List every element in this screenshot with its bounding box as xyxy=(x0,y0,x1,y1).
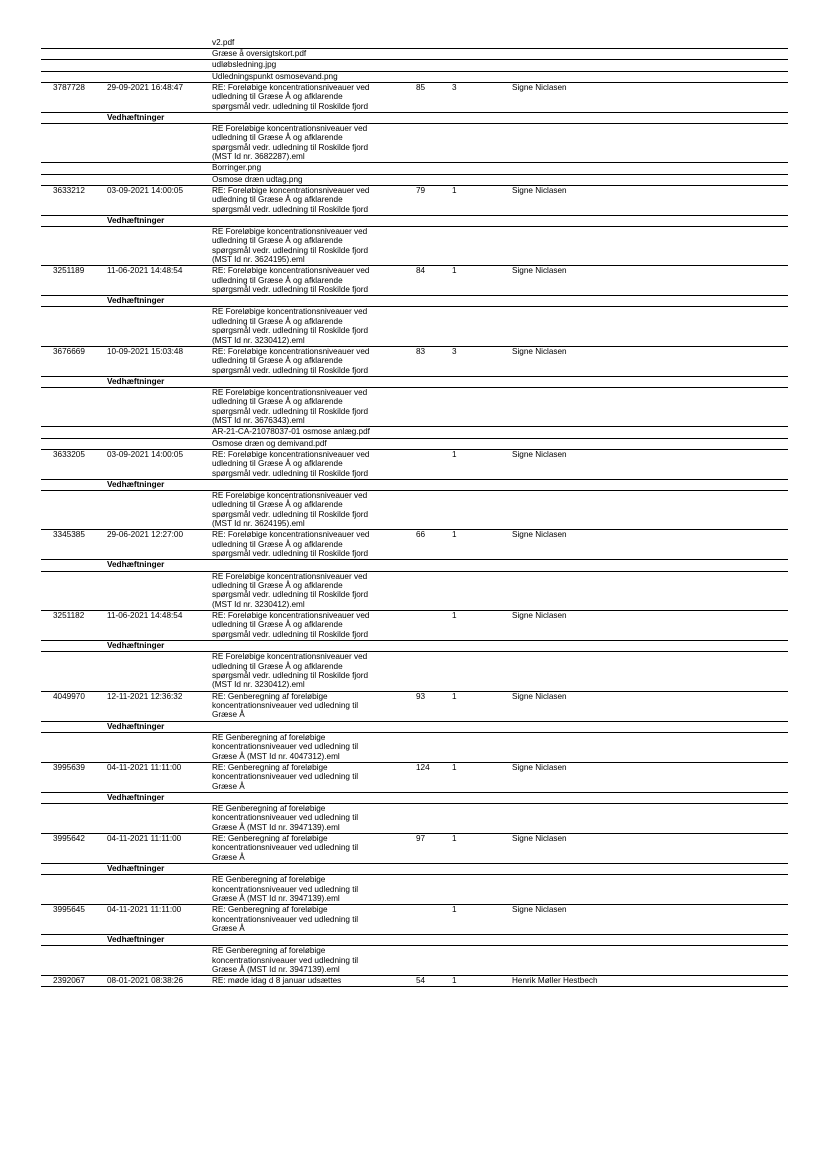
attachments-header-row xyxy=(41,377,788,388)
text-line: spørgsmål vedr. udledning til Roskilde fjord xyxy=(212,101,369,111)
attachment-filename xyxy=(212,946,358,974)
text-line: koncentrationsniveauer ved udledning til xyxy=(212,742,359,752)
message-date: 11-06-2021 14:48:54 xyxy=(107,266,183,276)
text-line: udledning til Græse Å og afklarende xyxy=(212,195,343,205)
message-subject xyxy=(212,905,358,933)
text-line: koncentrationsniveauer ved udledning til xyxy=(212,772,359,782)
text-line: Græse Å (MST Id nr. 3947139).eml xyxy=(212,893,340,903)
text-line: udledning til Græse Å og afklarende xyxy=(212,539,343,549)
attachment-filename xyxy=(212,307,368,345)
message-row xyxy=(41,530,788,560)
message-count: 1 xyxy=(452,266,457,276)
text-line: RE: Foreløbige koncentrationsniveauer ved xyxy=(212,530,370,540)
message-subject xyxy=(212,530,369,558)
message-row xyxy=(41,834,788,864)
text-line: udledning til Græse Å og afklarende xyxy=(212,356,343,366)
message-number: 124 xyxy=(416,762,430,772)
message-subject xyxy=(212,976,341,985)
text-line: RE Foreløbige koncentrationsniveauer ved xyxy=(212,491,368,500)
attachment-filename xyxy=(212,49,306,58)
message-sender: Signe Niclasen xyxy=(512,185,567,195)
message-count: 3 xyxy=(452,346,457,356)
message-id: 3676669 xyxy=(53,346,85,356)
text-line: udledning til Græse Å og afklarende xyxy=(212,620,343,630)
text-line: RE: Foreløbige koncentrationsniveauer ved xyxy=(212,610,370,620)
message-row xyxy=(41,450,788,480)
attachment-filename xyxy=(212,439,327,448)
message-row xyxy=(41,186,788,216)
text-line: udledning til Græse Å og afklarende xyxy=(212,316,343,326)
text-line: udledning til Græse Å og afklarende xyxy=(212,92,343,102)
text-line: koncentrationsniveauer ved udledning til xyxy=(212,884,359,894)
message-row xyxy=(41,976,788,987)
message-row xyxy=(41,763,788,793)
attachment-filename xyxy=(212,227,368,265)
attachments-label: Vedhæftninger xyxy=(107,296,165,306)
message-id: 3633205 xyxy=(53,449,85,459)
attachments-header-row xyxy=(41,793,788,804)
text-line: Udledningspunkt osmosevand.png xyxy=(212,71,338,81)
text-line: spørgsmål vedr. udledning til Roskilde fjord xyxy=(212,204,369,214)
message-id: 2392067 xyxy=(53,976,85,986)
message-row xyxy=(41,347,788,377)
message-id: 3995639 xyxy=(53,762,85,772)
text-line: RE Foreløbige koncentrationsniveauer ved xyxy=(212,307,368,317)
attachment-file-row xyxy=(41,652,788,691)
message-sender: Signe Niclasen xyxy=(512,762,567,772)
text-line: koncentrationsniveauer ved udledning til xyxy=(212,700,359,710)
attachment-file-row xyxy=(41,227,788,266)
text-line: Græse å oversigtskort.pdf xyxy=(212,49,307,59)
message-id: 3995645 xyxy=(53,905,85,915)
attachments-header-row xyxy=(41,641,788,652)
message-sender: Signe Niclasen xyxy=(512,691,567,701)
text-line: Græse Å xyxy=(212,852,245,862)
message-sender: Signe Niclasen xyxy=(512,905,567,915)
text-line: (MST Id nr. 3624195).eml xyxy=(212,519,305,529)
attachment-file-row xyxy=(41,946,788,976)
attachment-file-row xyxy=(41,72,788,83)
attachment-filename xyxy=(212,572,368,610)
text-line: udledning til Græse Å og afklarende xyxy=(212,236,343,246)
message-count: 1 xyxy=(452,833,457,843)
text-line: RE: Foreløbige koncentrationsniveauer ved xyxy=(212,449,370,459)
text-line: RE Foreløbige koncentrationsniveauer ved xyxy=(212,123,368,133)
text-line: RE Genberegning af foreløbige xyxy=(212,875,326,885)
attachment-file-row xyxy=(41,439,788,450)
text-line: udledning til Græse Å og afklarende xyxy=(212,661,343,671)
message-number: 66 xyxy=(416,530,426,540)
text-line: RE Genberegning af foreløbige xyxy=(212,946,326,956)
text-line: RE Foreløbige koncentrationsniveauer ved xyxy=(212,652,368,662)
attachment-file-row xyxy=(41,427,788,438)
message-subject xyxy=(212,450,369,478)
message-date: 04-11-2021 11:11:00 xyxy=(107,762,182,772)
attachment-filename xyxy=(212,38,234,47)
attachment-file-row xyxy=(41,49,788,60)
text-line: RE Foreløbige koncentrationsniveauer ved xyxy=(212,226,368,236)
text-line: spørgsmål vedr. udledning til Roskilde fjord xyxy=(212,509,369,519)
message-count: 1 xyxy=(452,185,457,195)
text-line: RE Foreløbige koncentrationsniveauer ved xyxy=(212,571,368,581)
text-line: RE: Genberegning af foreløbige xyxy=(212,691,328,701)
message-row xyxy=(41,266,788,296)
text-line: RE: Genberegning af foreløbige xyxy=(212,762,328,772)
message-subject xyxy=(212,266,369,294)
message-count: 1 xyxy=(452,762,457,772)
message-subject xyxy=(212,763,358,791)
attachment-filename xyxy=(212,733,358,761)
text-line: (MST Id nr. 3230412).eml xyxy=(212,680,305,690)
text-line: udledning til Græse Å og afklarende xyxy=(212,133,343,143)
attachment-file-row xyxy=(41,38,788,49)
attachment-file-row xyxy=(41,388,788,427)
text-line: Græse Å xyxy=(212,781,245,791)
text-line: spørgsmål vedr. udledning til Roskilde fjord xyxy=(212,365,369,375)
message-sender: Signe Niclasen xyxy=(512,449,567,459)
message-number: 85 xyxy=(416,82,426,92)
message-sender: Signe Niclasen xyxy=(512,530,567,540)
message-date: 04-11-2021 11:11:00 xyxy=(107,905,182,915)
text-line: spørgsmål vedr. udledning til Roskilde fjord xyxy=(212,670,369,680)
text-line: (MST Id nr. 3624195).eml xyxy=(212,255,305,265)
text-line: RE: Genberegning af foreløbige xyxy=(212,905,328,915)
text-line: RE Genberegning af foreløbige xyxy=(212,732,326,742)
text-line: spørgsmål vedr. udledning til Roskilde fjord xyxy=(212,326,369,336)
message-sender: Signe Niclasen xyxy=(512,82,567,92)
attachment-file-row xyxy=(41,163,788,174)
message-date: 10-09-2021 15:03:48 xyxy=(107,346,184,356)
attachment-filename xyxy=(212,491,368,529)
message-row xyxy=(41,905,788,935)
attachments-label: Vedhæftninger xyxy=(107,935,165,945)
text-line: Græse Å xyxy=(212,710,245,720)
message-subject xyxy=(212,186,369,214)
attachment-file-row xyxy=(41,175,788,186)
message-row xyxy=(41,692,788,722)
text-line: RE: Foreløbige koncentrationsniveauer ved xyxy=(212,346,370,356)
text-line: spørgsmål vedr. udledning til Roskilde fjord xyxy=(212,590,369,600)
message-id: 3995642 xyxy=(53,833,85,843)
message-subject xyxy=(212,834,358,862)
text-line: udledning til Græse Å og afklarende xyxy=(212,397,343,407)
attachment-filename xyxy=(212,60,276,69)
message-date: 03-09-2021 14:00:05 xyxy=(107,185,184,195)
document-table xyxy=(41,38,788,987)
attachments-header-row xyxy=(41,296,788,307)
message-number: 84 xyxy=(416,266,426,276)
message-number: 97 xyxy=(416,833,426,843)
message-subject xyxy=(212,347,369,375)
text-line: RE: Foreløbige koncentrationsniveauer ved xyxy=(212,185,370,195)
message-count: 1 xyxy=(452,610,457,620)
attachment-file-row xyxy=(41,491,788,530)
message-date: 08-01-2021 08:38:26 xyxy=(107,976,184,986)
attachments-label: Vedhæftninger xyxy=(107,863,165,873)
message-subject xyxy=(212,611,369,639)
text-line: Græse Å xyxy=(212,923,245,933)
text-line: RE Genberegning af foreløbige xyxy=(212,803,326,813)
message-id: 3787728 xyxy=(53,82,85,92)
text-line: spørgsmål vedr. udledning til Roskilde fjord xyxy=(212,468,369,478)
message-date: 04-11-2021 11:11:00 xyxy=(107,833,182,843)
attachment-filename xyxy=(212,124,368,162)
message-date: 11-06-2021 14:48:54 xyxy=(107,610,183,620)
message-row xyxy=(41,611,788,641)
message-row xyxy=(41,83,788,113)
text-line: (MST Id nr. 3682287).eml xyxy=(212,152,305,162)
attachment-file-row xyxy=(41,307,788,346)
text-line: (MST Id nr. 3230412).eml xyxy=(212,599,305,609)
text-line: RE: Genberegning af foreløbige xyxy=(212,833,328,843)
message-id: 3251182 xyxy=(53,610,85,620)
message-count: 3 xyxy=(452,82,457,92)
text-line: AR-21-CA-21078037-01 osmose anlæg.pdf xyxy=(212,427,370,437)
text-line: spørgsmål vedr. udledning til Roskilde fjord xyxy=(212,285,369,295)
message-subject xyxy=(212,83,369,111)
text-line: Osmose dræn udtag.png xyxy=(212,174,303,184)
text-line: spørgsmål vedr. udledning til Roskilde fjord xyxy=(212,245,369,255)
attachment-filename xyxy=(212,875,358,903)
message-id: 3345385 xyxy=(53,530,85,540)
attachment-filename xyxy=(212,427,370,436)
attachments-header-row xyxy=(41,216,788,227)
text-line: spørgsmål vedr. udledning til Roskilde fjord xyxy=(212,549,369,559)
attachments-label: Vedhæftninger xyxy=(107,376,165,386)
attachments-label: Vedhæftninger xyxy=(107,792,165,802)
attachment-filename xyxy=(212,163,261,172)
text-line: RE: Foreløbige koncentrationsniveauer ved xyxy=(212,266,370,276)
attachments-header-row xyxy=(41,113,788,124)
text-line: RE: møde idag d 8 januar udsættes xyxy=(212,976,342,986)
text-line: udløbsledning.jpg xyxy=(212,60,277,70)
attachments-label: Vedhæftninger xyxy=(107,640,165,650)
attachment-filename xyxy=(212,175,303,184)
text-line: v2.pdf xyxy=(212,38,235,47)
message-number: 93 xyxy=(416,691,426,701)
text-line: spørgsmål vedr. udledning til Roskilde fjord xyxy=(212,629,369,639)
attachments-header-row xyxy=(41,480,788,491)
text-line: koncentrationsniveauer ved udledning til xyxy=(212,955,359,965)
message-count: 1 xyxy=(452,691,457,701)
attachments-label: Vedhæftninger xyxy=(107,721,165,731)
message-count: 1 xyxy=(452,530,457,540)
attachments-header-row xyxy=(41,560,788,571)
message-sender: Signe Niclasen xyxy=(512,610,567,620)
text-line: (MST Id nr. 3230412).eml xyxy=(212,335,305,345)
message-count: 1 xyxy=(452,905,457,915)
text-line: Græse Å (MST Id nr. 3947139).eml xyxy=(212,822,340,832)
text-line: Græse Å (MST Id nr. 3947139).eml xyxy=(212,965,340,975)
message-count: 1 xyxy=(452,449,457,459)
message-id: 3251189 xyxy=(53,266,85,276)
attachments-label: Vedhæftninger xyxy=(107,479,165,489)
message-date: 29-06-2021 12:27:00 xyxy=(107,530,184,540)
text-line: Osmose dræn og demivand.pdf xyxy=(212,438,327,448)
attachments-header-row xyxy=(41,935,788,946)
message-subject xyxy=(212,692,358,720)
message-id: 3633212 xyxy=(53,185,85,195)
text-line: spørgsmål vedr. udledning til Roskilde fjord xyxy=(212,142,369,152)
message-date: 29-09-2021 16:48:47 xyxy=(107,82,184,92)
attachment-file-row xyxy=(41,124,788,163)
text-line: Græse Å (MST Id nr. 4047312).eml xyxy=(212,751,340,761)
attachments-label: Vedhæftninger xyxy=(107,560,165,570)
message-date: 12-11-2021 12:36:32 xyxy=(107,691,183,701)
message-sender: Signe Niclasen xyxy=(512,266,567,276)
attachments-header-row xyxy=(41,722,788,733)
attachment-file-row xyxy=(41,875,788,905)
attachments-label: Vedhæftninger xyxy=(107,215,165,225)
message-sender: Signe Niclasen xyxy=(512,346,567,356)
message-id: 4049970 xyxy=(53,691,85,701)
message-count: 1 xyxy=(452,976,457,986)
text-line: udledning til Græse Å og afklarende xyxy=(212,275,343,285)
text-line: spørgsmål vedr. udledning til Roskilde fjord xyxy=(212,406,369,416)
text-line: RE Foreløbige koncentrationsniveauer ved xyxy=(212,388,368,398)
attachment-filename xyxy=(212,804,358,832)
text-line: (MST Id nr. 3676343).eml xyxy=(212,416,305,426)
text-line: koncentrationsniveauer ved udledning til xyxy=(212,914,359,924)
text-line: udledning til Græse Å og afklarende xyxy=(212,459,343,469)
message-number: 83 xyxy=(416,346,426,356)
attachment-filename xyxy=(212,388,368,426)
message-date: 03-09-2021 14:00:05 xyxy=(107,449,184,459)
message-number: 54 xyxy=(416,976,426,986)
text-line: RE: Foreløbige koncentrationsniveauer ved xyxy=(212,82,370,92)
attachment-filename xyxy=(212,72,338,81)
message-sender: Signe Niclasen xyxy=(512,833,567,843)
text-line: koncentrationsniveauer ved udledning til xyxy=(212,813,359,823)
attachment-file-row xyxy=(41,804,788,834)
text-line: udledning til Græse Å og afklarende xyxy=(212,500,343,510)
attachment-file-row xyxy=(41,572,788,611)
attachments-header-row xyxy=(41,864,788,875)
text-line: Borringer.png xyxy=(212,163,262,173)
attachments-label: Vedhæftninger xyxy=(107,112,165,122)
text-line: udledning til Græse Å og afklarende xyxy=(212,580,343,590)
message-sender: Henrik Møller Hestbech xyxy=(512,976,598,986)
attachment-filename xyxy=(212,652,368,690)
attachment-file-row xyxy=(41,60,788,71)
text-line: koncentrationsniveauer ved udledning til xyxy=(212,843,359,853)
message-number: 79 xyxy=(416,185,426,195)
attachment-file-row xyxy=(41,733,788,763)
